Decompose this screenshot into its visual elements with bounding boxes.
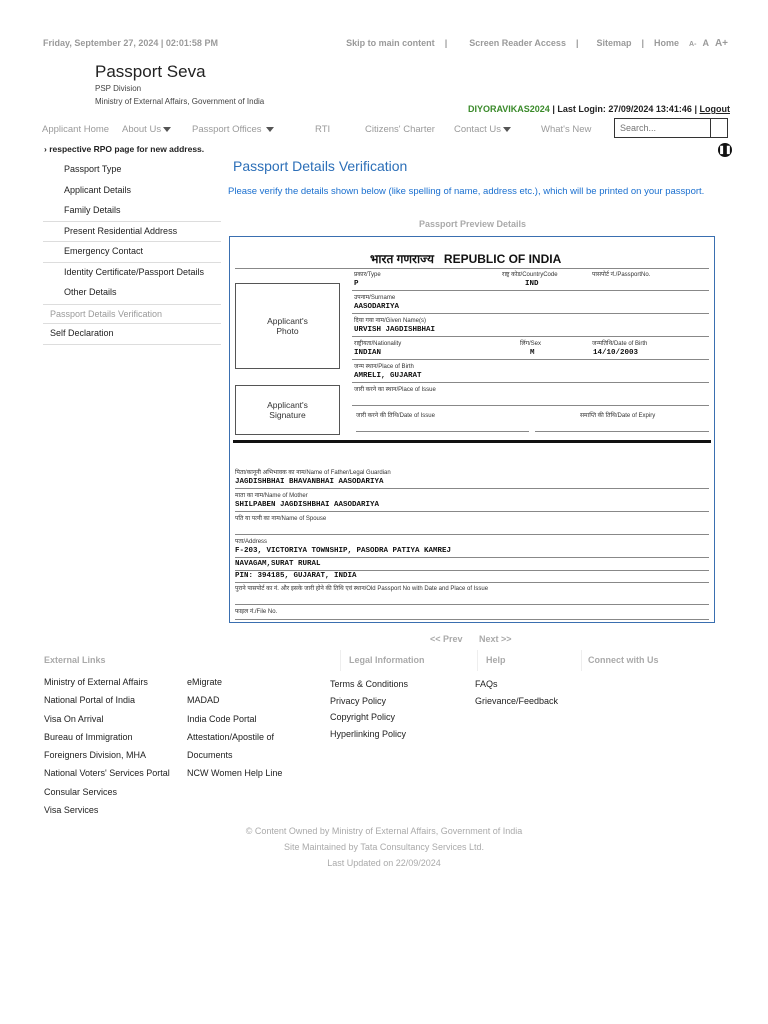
- signature-label: Applicant's Signature: [267, 400, 308, 420]
- sidebar-item-applicant-details[interactable]: Applicant Details: [64, 184, 132, 195]
- poi-label: जारी करने का स्थान/Place of Issue: [354, 387, 436, 393]
- surname-label: उपनाम/Surname: [354, 295, 396, 301]
- footer-link[interactable]: MADAD: [187, 695, 220, 706]
- nav-contact-us-label: Contact Us: [454, 124, 501, 135]
- top-links: [336, 38, 728, 49]
- sidebar: [43, 160, 221, 345]
- type-value: P: [354, 280, 359, 288]
- divider: [352, 336, 709, 337]
- footer-external-col-2: [187, 673, 282, 783]
- footer-legal-col: [330, 676, 408, 743]
- spouse-label: पति या पत्नी का नाम/Name of Spouse: [235, 516, 327, 522]
- nav-passport-offices-label: Passport Offices: [192, 124, 262, 135]
- separator: |: [641, 38, 645, 48]
- screen-reader-link[interactable]: Screen Reader Access: [469, 38, 566, 48]
- chevron-down-icon: [266, 127, 274, 132]
- divider: [535, 431, 709, 432]
- heading-english: REPUBLIC OF INDIA: [443, 252, 562, 266]
- sitemap-link[interactable]: Sitemap: [596, 38, 632, 48]
- nationality-label: राष्ट्रीयता/Nationality: [354, 341, 402, 347]
- footer-link[interactable]: India Code Portal: [187, 713, 257, 724]
- footer-link[interactable]: eMigrate: [187, 677, 223, 687]
- footer-divider: [581, 650, 582, 671]
- next-button[interactable]: Next >>: [479, 634, 512, 644]
- doi-label: जारी करने की तिथि/Date of Issue: [356, 413, 435, 419]
- rpo-notice: › respective RPO page for new address.: [44, 144, 205, 154]
- footer-link[interactable]: National Voters' Services Portal: [44, 768, 170, 779]
- logout-link[interactable]: Logout: [699, 104, 730, 114]
- nav-contact-us[interactable]: [454, 124, 511, 135]
- footer-link[interactable]: Foreigners Division, MHA: [44, 750, 147, 761]
- footer-link[interactable]: Grievance/Feedback: [475, 695, 559, 706]
- given-name-label: दिया गया नाम/Given Name(s): [354, 318, 427, 324]
- site-ministry: Ministry of External Affairs, Government of India: [95, 97, 265, 106]
- surname-value: AASODARIYA: [354, 303, 400, 311]
- divider: [235, 488, 709, 489]
- footer-link[interactable]: Bureau of Immigration: [44, 731, 133, 742]
- footer-external-col-1: [44, 673, 170, 819]
- site-title[interactable]: Passport Seva: [95, 62, 206, 81]
- footer-link[interactable]: Hyperlinking Policy: [330, 729, 407, 740]
- search-box: [614, 118, 728, 138]
- divider: [235, 570, 709, 571]
- country-label: राष्ट्र कोड/CountryCode: [502, 272, 558, 278]
- footer-legal-header: Legal Information: [349, 655, 425, 665]
- home-link[interactable]: Home: [654, 38, 680, 48]
- footer-link[interactable]: FAQs: [475, 679, 498, 689]
- divider: [352, 382, 709, 383]
- separator: |: [575, 38, 579, 48]
- nav-passport-offices[interactable]: [192, 124, 274, 135]
- dob-label: जन्मतिथि/Date of Birth: [592, 341, 648, 347]
- address-line-1: F-203, VICTORIYA TOWNSHIP, PASODRA PATIYA KAMREJ: [235, 547, 452, 555]
- chevron-down-icon: [503, 127, 511, 132]
- divider: [356, 431, 529, 432]
- sidebar-item-self-declaration[interactable]: Self Declaration: [43, 324, 221, 345]
- nav-about-us[interactable]: [122, 124, 171, 135]
- footer-link[interactable]: Privacy Policy: [330, 695, 387, 706]
- footer-link[interactable]: NCW Women Help Line: [187, 768, 283, 779]
- passport-no-label: पासपोर्ट नं./PassportNo.: [592, 272, 651, 278]
- mother-label: माता का नाम/Name of Mother: [235, 493, 308, 499]
- nav-about-us-label: About Us: [122, 124, 162, 135]
- photo-label: Applicant's Photo: [267, 316, 308, 336]
- footer-link[interactable]: Attestation/Apostile of: [187, 731, 275, 742]
- last-updated-text: Last Updated on 22/09/2024: [327, 858, 441, 868]
- dob-value: 14/10/2003: [593, 349, 639, 357]
- divider: [235, 511, 709, 512]
- nav-whats-new[interactable]: What's New: [541, 124, 592, 135]
- country-value: IND: [525, 280, 539, 288]
- last-login: Last Login: 27/09/2024 13:41:46: [557, 104, 692, 114]
- footer-link[interactable]: Documents: [187, 750, 233, 761]
- footer-link[interactable]: Ministry of External Affairs: [44, 677, 148, 687]
- divider: [352, 359, 709, 360]
- divider: [235, 619, 709, 620]
- nav-citizens-charter[interactable]: Citizens' Charter: [365, 124, 435, 135]
- copyright-text: © Content Owned by Ministry of External Affairs, Government of India: [245, 826, 523, 836]
- passport-preview: [229, 236, 715, 623]
- sex-value: M: [530, 349, 535, 357]
- footer-divider: [340, 650, 341, 671]
- footer-link[interactable]: Visa Services: [44, 805, 99, 816]
- pob-label: जन्म स्थान/Place of Birth: [354, 364, 414, 370]
- top-bar: [43, 38, 728, 50]
- divider: [352, 290, 709, 291]
- sidebar-item-emergency-contact[interactable]: Emergency Contact: [43, 242, 221, 263]
- search-button[interactable]: [710, 119, 727, 137]
- address-label: पता/Address: [235, 539, 268, 545]
- applicant-signature-box: [235, 385, 340, 435]
- divider: [352, 313, 709, 314]
- pause-icon[interactable]: ❚❚: [718, 143, 732, 157]
- father-value: JAGDISHBHAI BHAVANBHAI AASODARIYA: [235, 478, 384, 486]
- address-line-2: NAVAGAM,SURAT RURAL: [235, 560, 321, 568]
- font-increase-button[interactable]: A+: [714, 38, 728, 49]
- footer-link[interactable]: Consular Services: [44, 786, 118, 797]
- font-normal-button[interactable]: A: [702, 38, 709, 48]
- file-no-label: फाइल नं./File No.: [235, 609, 278, 615]
- prev-button[interactable]: << Prev: [430, 634, 463, 644]
- footer-link[interactable]: Terms & Conditions: [330, 679, 409, 689]
- footer-help-col: [475, 676, 558, 709]
- heading-hindi: भारत गणराज्य: [370, 252, 434, 266]
- sidebar-item-present-address[interactable]: Present Residential Address: [43, 222, 221, 243]
- font-decrease-button[interactable]: A-: [689, 41, 697, 48]
- separator: |: [444, 38, 448, 48]
- site-division: PSP Division: [95, 84, 142, 93]
- maintained-text: Site Maintained by Tata Consultancy Services Ltd.: [284, 842, 484, 852]
- search-input[interactable]: [615, 119, 711, 137]
- instruction-text: Please verify the details shown below (like spelling of name, address etc.), which will be printed on your passport.: [228, 186, 705, 197]
- address-line-3: PIN: 394185, GUJARAT, INDIA: [235, 572, 357, 580]
- type-label: प्रकार/Type: [354, 272, 381, 278]
- chevron-down-icon: [163, 127, 171, 132]
- footer-copyright: [0, 823, 768, 871]
- date-time: Friday, September 27, 2024 | 02:01:58 PM: [43, 38, 218, 48]
- skip-to-main-link[interactable]: Skip to main content: [346, 38, 435, 48]
- footer-divider: [477, 650, 478, 671]
- divider: [235, 604, 709, 605]
- footer-connect-header: Connect with Us: [588, 655, 659, 665]
- divider: [235, 268, 709, 269]
- sidebar-item-passport-type[interactable]: Passport Type: [64, 164, 122, 174]
- pager: [430, 634, 526, 644]
- footer-external-links-header: External Links: [44, 655, 106, 665]
- sidebar-item-family-details[interactable]: Family Details: [43, 201, 221, 222]
- footer-link[interactable]: Visa On Arrival: [44, 713, 104, 724]
- footer-link[interactable]: Copyright Policy: [330, 712, 396, 723]
- pob-value: AMRELI, GUJARAT: [354, 372, 422, 380]
- nationality-value: INDIAN: [354, 349, 382, 357]
- preview-header: Passport Preview Details: [419, 219, 527, 229]
- sidebar-item-other-details[interactable]: Other Details: [64, 287, 117, 297]
- nav-applicant-home[interactable]: Applicant Home: [42, 124, 110, 135]
- thick-divider: [233, 440, 711, 443]
- mother-value: SHILPABEN JAGDISHBHAI AASODARIYA: [235, 501, 380, 509]
- old-passport-label: पुराने पासपोर्ट का नं. और इसके जारी होने की तिथि एवं स्थान/Old Passport No with Date and Place of Issue: [235, 586, 489, 592]
- footer-help-header: Help: [486, 655, 506, 665]
- doe-label: समाप्ति की तिथि/Date of Expiry: [580, 413, 656, 419]
- republic-heading: [370, 250, 561, 267]
- given-name-value: URVISH JAGDISHBHAI: [354, 326, 436, 334]
- user-info: DIYORAVIKAS2024 | Last Login: 27/09/2024 13:41:46 | Logout: [467, 104, 730, 114]
- divider: [235, 534, 709, 535]
- sex-label: लिंग/Sex: [520, 341, 542, 347]
- father-label: पिता/कानूनी अभिभावक का नाम/Name of Father/Legal Guardian: [235, 470, 391, 476]
- divider: [235, 582, 709, 583]
- page-title: Passport Details Verification: [233, 158, 408, 174]
- applicant-photo-box: [235, 283, 340, 369]
- sidebar-item-passport-verification: Passport Details Verification: [43, 304, 221, 325]
- footer-link[interactable]: National Portal of India: [44, 695, 136, 706]
- nav-rti[interactable]: RTI: [315, 124, 331, 135]
- divider: [235, 557, 709, 558]
- divider: [352, 405, 709, 406]
- username: DIYORAVIKAS2024: [467, 104, 550, 114]
- sidebar-item-identity-certificate[interactable]: Identity Certificate/Passport Details: [64, 266, 205, 277]
